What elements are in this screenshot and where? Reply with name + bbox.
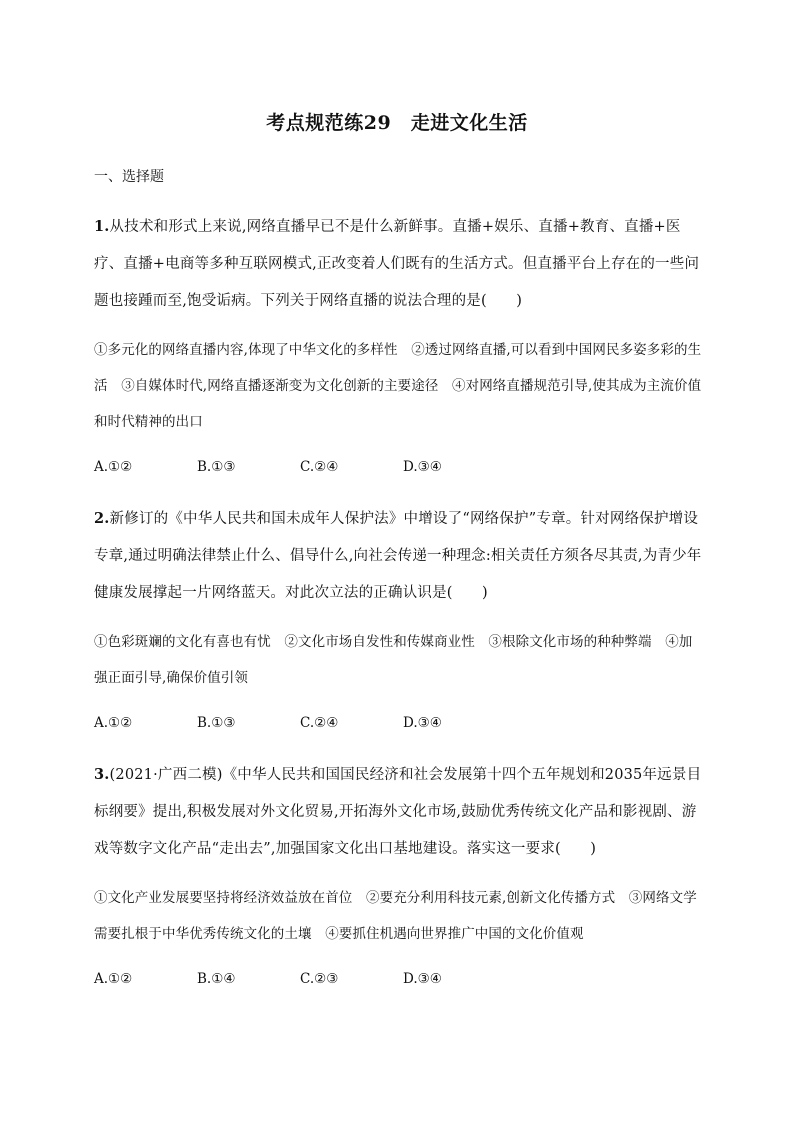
question-2 xyxy=(94,500,704,734)
question-3 xyxy=(94,756,704,990)
question-text: (2021·广西二模)《中华人民共和国国民经济和社会发展第十四个五年规划和2035年远景目标纲要》提出,积极发展对外文化贸易,开拓海外文化市场,鼓励优秀传统文化产品和影视剧、游戏等数字文化产品“走出去”,加强国家文化出口基地建设。落实这一要求( ) xyxy=(94,767,702,857)
option-a[interactable]: A.①② xyxy=(94,971,133,987)
option-d[interactable]: D.③④ xyxy=(403,459,442,475)
question-1 xyxy=(94,208,704,478)
option-c[interactable]: C.②④ xyxy=(300,459,339,475)
question-number: 3. xyxy=(94,766,110,783)
option-a[interactable]: A.①② xyxy=(94,715,133,731)
option-b[interactable]: B.①③ xyxy=(197,715,236,731)
option-b[interactable]: B.①④ xyxy=(197,971,236,987)
option-c[interactable]: C.②③ xyxy=(300,971,339,987)
option-b[interactable]: B.①③ xyxy=(197,459,236,475)
question-text: 从技术和形式上来说,网络直播早已不是什么新鲜事。直播+娱乐、直播+教育、直播+医疗、直播+电商等多种互联网模式,正改变着人们既有的生活方式。但直播平台上存在的一些问题也接踵而至,饱受诟病。下列关于网络直播的说法合理的是( ) xyxy=(94,219,700,309)
page-title: 考点规范练29 走进文化生活 xyxy=(266,112,528,134)
question-stem xyxy=(94,500,704,612)
question-number: 2. xyxy=(94,510,110,527)
section-heading: 一、选择题 xyxy=(94,169,164,185)
question-statements: ①色彩斑斓的文化有喜也有忧 ②文化市场自发性和传媒商业性 ③根除文化市场的种种弊端 ④加强正面引导,确保价值引领 xyxy=(94,634,693,686)
option-d[interactable]: D.③④ xyxy=(403,971,442,987)
question-text: 新修订的《中华人民共和国未成年人保护法》中增设了“网络保护”专章。针对网络保护增设专章,通过明确法律禁止什么、倡导什么,向社会传递一种理念:相关责任方须各尽其责,为青少年健康发展撑起一片网络蓝天。对此次立法的正确认识是( ) xyxy=(94,511,702,601)
question-stem xyxy=(94,756,704,868)
option-d[interactable]: D.③④ xyxy=(403,715,442,731)
question-statements: ①多元化的网络直播内容,体现了中华文化的多样性 ②透过网络直播,可以看到中国网民多姿多彩的生活 ③自媒体时代,网络直播逐渐变为文化创新的主要途径 ④对网络直播规范引导,使其成为主流价值和时代精神的出口 xyxy=(94,342,702,430)
option-a[interactable]: A.①② xyxy=(94,459,133,475)
question-number: 1. xyxy=(94,218,110,235)
answer-options xyxy=(94,456,704,478)
question-stem xyxy=(94,208,704,320)
answer-options xyxy=(94,968,704,990)
question-statements: ①文化产业发展要坚持将经济效益放在首位 ②要充分利用科技元素,创新文化传播方式 ③网络文学需要扎根于中华优秀传统文化的土壤 ④要抓住机遇向世界推广中国的文化价值观 xyxy=(94,890,697,942)
answer-options xyxy=(94,712,704,734)
option-c[interactable]: C.②④ xyxy=(300,715,339,731)
